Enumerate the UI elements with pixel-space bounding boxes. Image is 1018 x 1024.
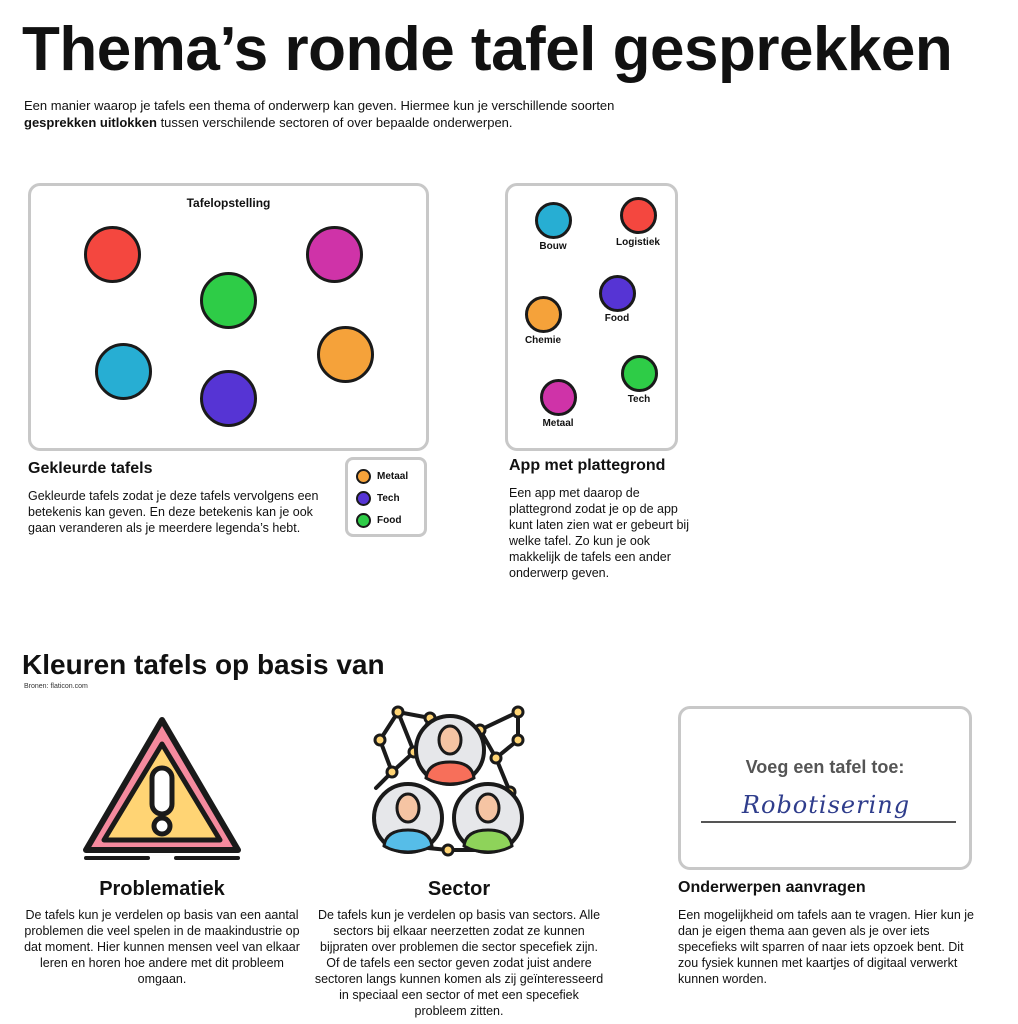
- legend-dot: [356, 513, 371, 528]
- gekleurde-tafels-heading: Gekleurde tafels: [28, 460, 153, 477]
- app-label-tech: Tech: [627, 394, 651, 405]
- sector-block: [312, 878, 606, 1019]
- problematiek-heading: Problematiek: [99, 878, 225, 900]
- problematiek-text: De tafels kun je verdelen op basis van een aantal problemen die veel spelen in de maakindustrie op dat moment. Hier kunnen mensen veel van elkaar leren en horen hoe andere met dit probleem omgaan.: [24, 908, 300, 986]
- app-phone-mockup: [505, 183, 678, 451]
- page-title: Thema’s ronde tafel gesprekken: [22, 15, 953, 84]
- onderwerpen-block: [678, 879, 978, 987]
- legend-label: Food: [377, 515, 402, 527]
- sector-text: De tafels kun je verdelen op basis van sectors. Alle sectors bij elkaar neerzetten zodat ze kunnen bijpraten over problemen die sector specefiek zijn. Of de tafels een sector geven zodat juist andere sectoren langs kunnen komen als zij geïnteresseerd in speciaal een sector of met een specefiek probleem zitten.: [314, 908, 604, 1018]
- gekleurde-tafels-block: [28, 460, 343, 536]
- app-label-logistiek: Logistiek: [616, 237, 660, 248]
- problematiek-block: [20, 878, 304, 987]
- intro-bold: gesprekken uitlokken: [24, 115, 157, 130]
- legend-label: Tech: [377, 493, 400, 505]
- app-label-metaal: Metaal: [542, 418, 574, 429]
- table-dot-green[interactable]: [200, 272, 257, 329]
- table-dot-magenta[interactable]: [306, 226, 363, 283]
- legend-item-metaal: [356, 469, 408, 484]
- app-table-chemie[interactable]: [525, 296, 562, 333]
- onderwerpen-text: Een mogelijkheid om tafels aan te vragen. Hier kun je dan je eigen thema aan geven als je over iets specefieks wilt sparren of naar iets opzoek bent. Dit zou fysiek kunnen met kaartjes of digitaal verwerkt kunnen worden.: [678, 908, 974, 986]
- legend-box: [345, 457, 427, 537]
- app-table-metaal[interactable]: [540, 379, 577, 416]
- table-dot-red[interactable]: [84, 226, 141, 283]
- sector-heading: Sector: [427, 878, 491, 900]
- intro-part-1: Een manier waarop je tafels een thema of onderwerp kan geven. Hiermee kun je verschillende soorten: [24, 98, 615, 113]
- app-text: Een app met daarop de plattegrond zodat je op de app kunt laten zien wat er gebeurt bij welke tafel. Zo kun je ook makkelijk de tafels een ander onderwerp geven.: [509, 486, 689, 580]
- legend-label: Metaal: [377, 471, 409, 483]
- legend-item-tech: [356, 491, 400, 506]
- sources-note: Bronen: flaticon.com: [24, 683, 88, 690]
- intro-part-2: tussen verschilende sectoren of over bepaalde onderwerpen.: [156, 115, 513, 130]
- network-people-icon: [368, 700, 533, 860]
- app-block: [509, 457, 694, 581]
- app-table-tech[interactable]: [621, 355, 658, 392]
- app-table-logistiek[interactable]: [620, 197, 657, 234]
- add-table-card: [678, 706, 972, 870]
- add-table-title: Voeg een tafel toe:: [745, 757, 905, 777]
- table-dot-cyan[interactable]: [95, 343, 152, 400]
- tafelopstelling-title: Tafelopstelling: [186, 196, 271, 210]
- intro-text: [24, 97, 664, 131]
- tafelopstelling-panel: [28, 183, 429, 451]
- app-heading: App met plattegrond: [509, 457, 666, 474]
- gekleurde-tafels-text: Gekleurde tafels zodat je deze tafels vervolgens een betekenis kan geven. En deze betekenis kan je ook gaan veranderen als je meerdere legenda’s hebt.: [28, 489, 319, 535]
- app-label-food: Food: [604, 313, 630, 324]
- input-underline: [701, 821, 956, 823]
- app-label-chemie: Chemie: [524, 335, 562, 346]
- warning-icon: [78, 712, 246, 862]
- legend-dot: [356, 491, 371, 506]
- section-title: Kleuren tafels op basis van: [22, 649, 385, 680]
- onderwerpen-heading: Onderwerpen aanvragen: [678, 879, 866, 896]
- topic-input[interactable]: Robotisering: [741, 791, 911, 819]
- app-label-bouw: Bouw: [539, 241, 567, 252]
- table-dot-orange[interactable]: [317, 326, 374, 383]
- legend-item-food: [356, 513, 401, 528]
- app-table-bouw[interactable]: [535, 202, 572, 239]
- app-table-food[interactable]: [599, 275, 636, 312]
- legend-dot: [356, 469, 371, 484]
- table-dot-purple[interactable]: [200, 370, 257, 427]
